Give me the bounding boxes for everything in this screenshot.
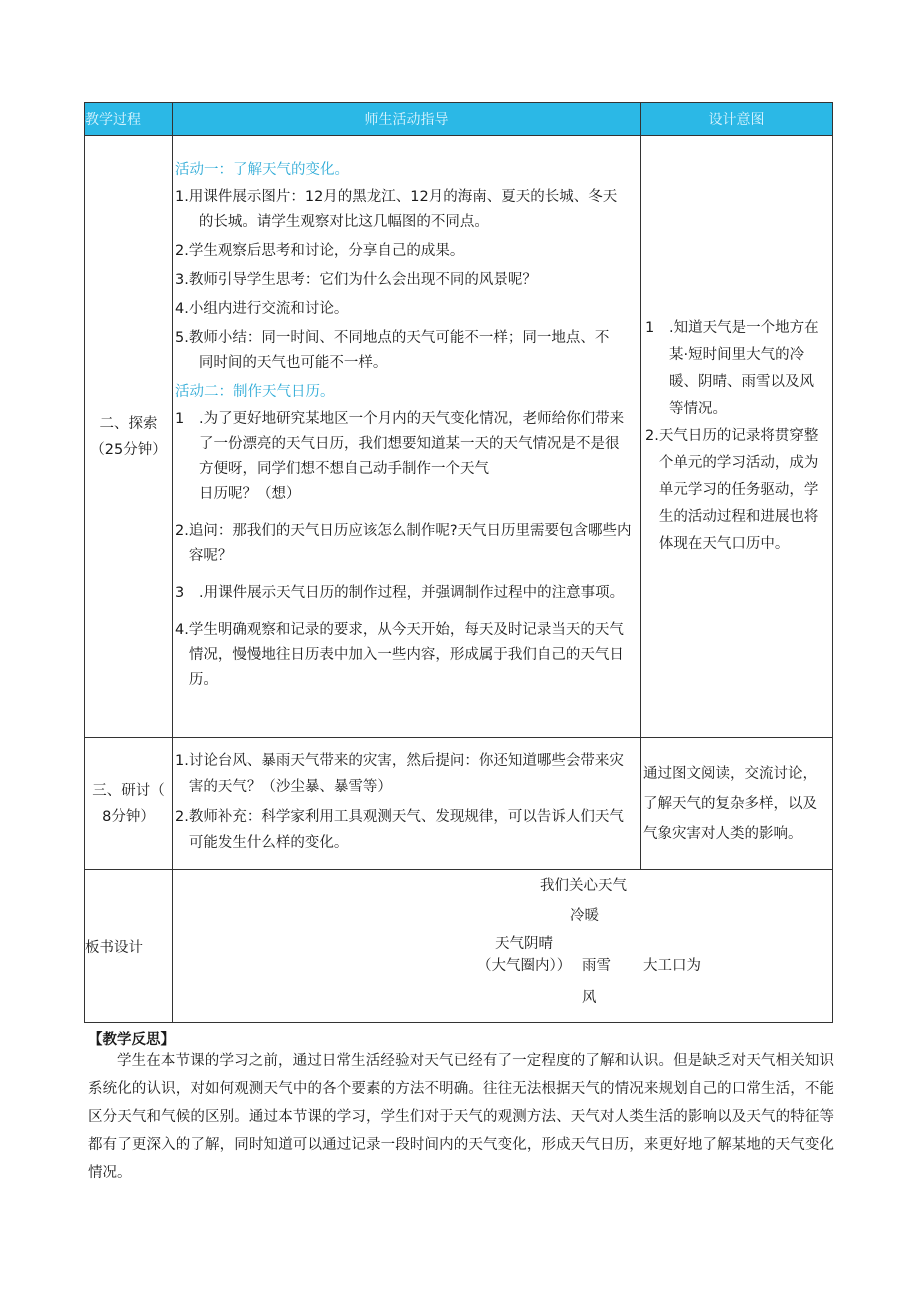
list-item-number: 3 xyxy=(175,585,185,601)
explore-intent-cell xyxy=(641,136,833,738)
intent-item-number: 1 xyxy=(645,320,655,336)
list-item-text: .为了更好地研究某地区一个月内的天气变化情况，老师给你们带来了一份漂亮的天气日历，我们想要知道某一天的天气情况是不是很方便呀，同学们想不想自己动手制作一个天气 xyxy=(199,411,625,477)
header-teaching-process: 教学过程 xyxy=(85,103,173,136)
board-content-cell xyxy=(173,870,833,1023)
list-item-number: 1. xyxy=(175,189,189,205)
list-item xyxy=(175,185,638,235)
board-extra: 大工口为 xyxy=(643,958,701,974)
header-design-intent: 设计意图 xyxy=(641,103,833,136)
intent-item xyxy=(645,315,828,423)
board-label: 板书设计 xyxy=(85,939,143,956)
discuss-intent-text: 通过图文阅读，交流讨论，了解天气的复杂多样，以及气象灾害对人类的影响。 xyxy=(643,765,817,842)
list-item-text: 用课件展示图片：12月的黑龙江、12月的海南、夏天的长城、冬天 xyxy=(188,189,618,205)
list-item xyxy=(175,297,638,322)
list-item xyxy=(175,581,638,606)
explore-row xyxy=(85,136,833,738)
board-title: 我们关心天气 xyxy=(540,878,627,894)
discuss-stage-time: 8分钟） xyxy=(102,808,155,825)
discuss-intent-cell xyxy=(641,738,833,870)
board-label-cell xyxy=(85,870,173,1023)
board-wind: 风 xyxy=(582,990,597,1006)
list-item-number: 1. xyxy=(175,752,189,769)
discuss-activity-cell xyxy=(173,738,641,870)
list-item-number: 2. xyxy=(175,523,189,539)
list-item-text: .用课件展示天气日历的制作过程，并强调制作过程中的注意事项。 xyxy=(199,585,625,601)
reflection-title: 【教学反思】 xyxy=(88,1032,175,1048)
explore-activity-cell xyxy=(173,136,641,738)
header-activity-guidance: 师生活动指导 xyxy=(173,103,641,136)
list-item xyxy=(175,804,638,856)
activity-one-title: 活动一：了解天气的变化。 xyxy=(175,162,349,178)
intent-item-text: 天气日历的记录将贯穿整个单元的学习活动，成为单元学习的任务驱动，学生的活动过程和进展也将体现在天气口历中。 xyxy=(658,428,819,552)
discuss-stage-name: 三、研讨（ xyxy=(92,782,165,799)
activity-two-title: 活动二：制作天气日历。 xyxy=(175,384,335,400)
list-item-text: 小组内进行交流和讨论。 xyxy=(188,301,349,317)
intent-item-text: .知道天气是一个地方在某·短时间里大气的冷暖、阴晴、雨雪以及风等情况。 xyxy=(669,320,819,417)
list-item-text: 学生观察后思考和讨论，分享自己的成果。 xyxy=(188,243,465,259)
list-item xyxy=(175,519,638,569)
list-item-number: 3. xyxy=(175,272,189,288)
list-item-text: 讨论台风、暴雨天气带来的灾害，然后提问：你还知道哪些会带来灾害的天气？（沙尘暴、暴雪等） xyxy=(188,752,624,795)
list-item-text: 教师引导学生思考：它们为什么会出现不同的风景呢？ xyxy=(188,272,537,288)
board-weather-cloudy: 天气阴晴 xyxy=(495,936,553,952)
reflection-body: 学生在本节课的学习之前，通过日常生活经验对天气已经有了一定程度的了解和认识。但是缺乏对天气相关知识系统化的认识，对如何观测天气中的各个要素的方法不明确。往往无法根据天气的情况来规划自己的口常生活，不能区分天气和气候的区别。通过本节课的学习，学生们对于天气的观测方法、天气对人类生活的影响以及天气的特征等都有了更深入的了解，同时知道可以通过记录一段时间内的天气变化，形成天气日历，来更好地了解某地的天气变化情况。 xyxy=(88,1053,834,1181)
board-rain-snow: 雨雪 xyxy=(582,958,611,974)
list-item-text: 教师小结：同一时间、不同地点的天气可能不一样；同一地点、不 xyxy=(188,330,610,346)
board-atmosphere: （大气圈内）） xyxy=(477,958,572,974)
intent-item xyxy=(645,423,828,558)
list-item-text-cont: 同时间的天气也可能不一样。 xyxy=(198,355,388,371)
list-item-number: 1 xyxy=(175,411,185,427)
list-item xyxy=(175,326,638,376)
explore-stage-cell xyxy=(85,136,173,738)
list-item-text: 追问：那我们的天气日历应该怎么制作呢?天气日历里需要包含哪些内容呢？ xyxy=(188,523,632,564)
list-item xyxy=(175,239,638,264)
list-item-text-cont: 日历呢？（想） xyxy=(199,486,301,502)
board-cold-warm: 冷暖 xyxy=(570,908,599,924)
list-item xyxy=(175,407,638,507)
intent-item-number: 2. xyxy=(645,428,659,444)
list-item-text: 教师补充：科学家利用工具观测天气、发现规律，可以告诉人们天气可能发生什么样的变化。 xyxy=(188,808,624,851)
list-item-number: 5. xyxy=(175,330,189,346)
list-item-number: 2. xyxy=(175,808,189,825)
list-item-number: 2. xyxy=(175,243,189,259)
lesson-plan-table xyxy=(84,102,833,1023)
board-row xyxy=(85,870,833,1023)
list-item xyxy=(175,748,638,800)
explore-stage-name: 二、探索 xyxy=(99,415,158,432)
table-header-row xyxy=(85,103,833,136)
list-item xyxy=(175,268,638,293)
discuss-stage-cell xyxy=(85,738,173,870)
list-item-text-cont: 的长城。请学生观察对比这几幅图的不同点。 xyxy=(198,214,489,230)
list-item-number: 4. xyxy=(175,301,189,317)
discuss-row xyxy=(85,738,833,870)
list-item-text: 学生明确观察和记录的要求，从今天开始，每天及时记录当天的天气情况，慢慢地往日历表中加入一些内容，形成属于我们自己的天气日历。 xyxy=(188,622,624,688)
list-item xyxy=(175,618,638,693)
explore-stage-time: （25分钟） xyxy=(90,441,167,458)
list-item-number: 4. xyxy=(175,622,189,638)
